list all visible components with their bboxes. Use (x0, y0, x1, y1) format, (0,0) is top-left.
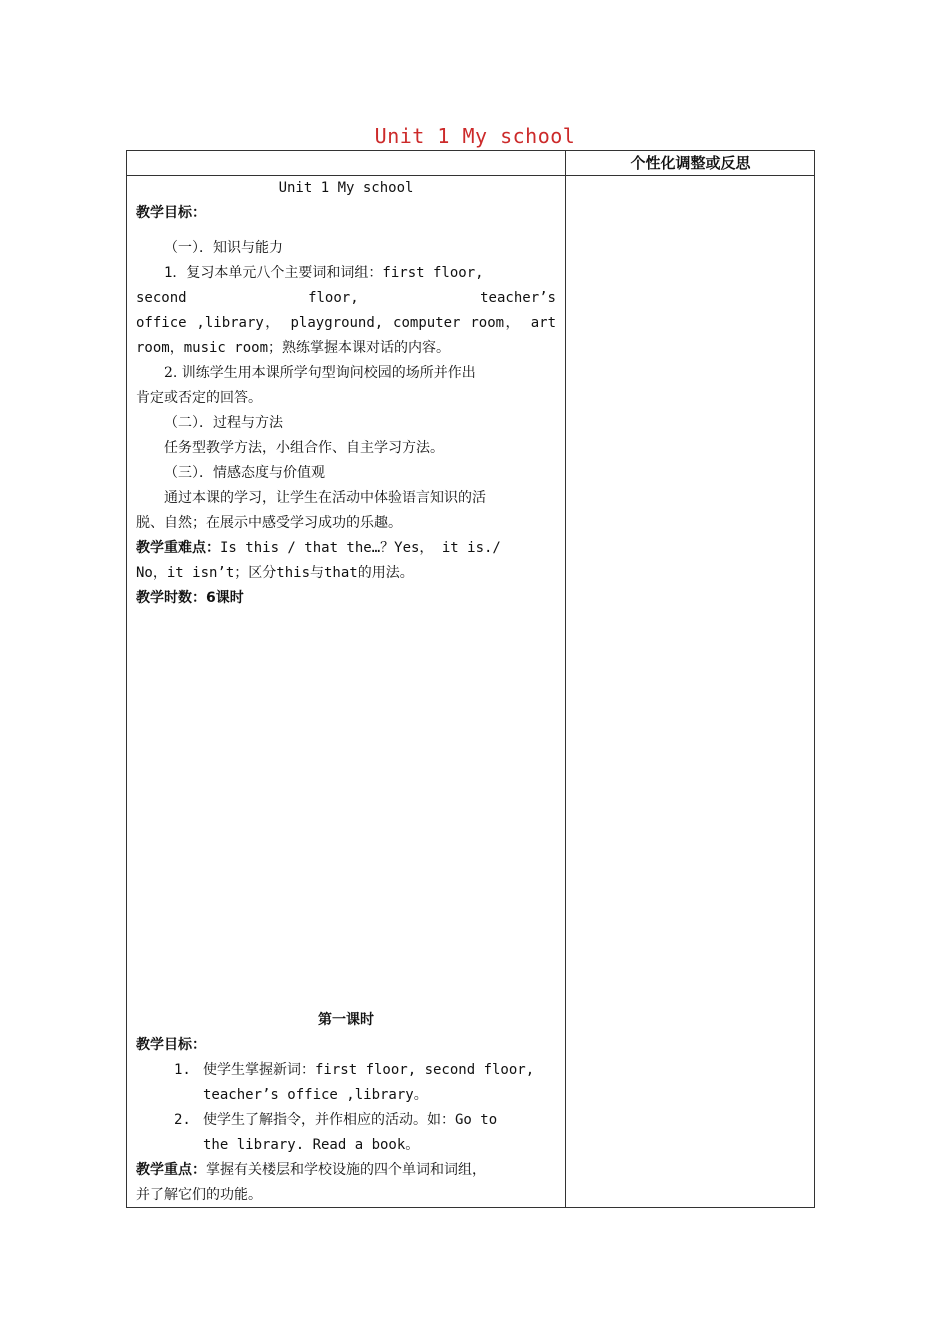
part2-title: （二）．过程与方法 (164, 415, 283, 431)
part3-title: （三）．情感态度与价值观 (164, 465, 325, 481)
lesson1-focus-line1: 掌握有关楼层和学校设施的四个单词和词组， (206, 1162, 486, 1178)
item2-line2: 肯定或否定的回答。 (136, 390, 262, 406)
item1-line2: second floor, teacher’s (136, 290, 556, 306)
lesson1-item1-line2: teacher’s office ,library。 (203, 1087, 428, 1103)
lesson1-item2-line2: the library. Read a book。 (203, 1137, 420, 1153)
lesson1-item2-number: 2. (174, 1112, 191, 1128)
item2-line1: 2. 训练学生用本课所学句型询问校园的场所并作出 (164, 365, 476, 381)
part1-title: （一）．知识与能力 (164, 240, 283, 256)
item1-line3: office ,library， playground, computer room， art (136, 315, 556, 331)
lesson1-focus-label: 教学重点： (136, 1162, 206, 1178)
objectives-label: 教学目标： (136, 205, 206, 221)
keypoints-label: 教学重难点： (136, 540, 220, 556)
part2-text: 任务型教学方法，小组合作、自主学习方法。 (164, 440, 444, 456)
unit-heading: Unit 1 My school (278, 180, 414, 196)
lesson1-heading: 第一课时 (318, 1012, 374, 1028)
lesson1-objectives-label: 教学目标： (136, 1037, 206, 1053)
reflection-column-header: 个性化调整或反思 (630, 154, 751, 172)
document-title: Unit 1 My school (374, 124, 576, 148)
part3-line1: 通过本课的学习，让学生在活动中体验语言知识的活 (164, 490, 486, 506)
part3-line2: 脱、自然；在展示中感受学习成功的乐趣。 (136, 515, 402, 531)
lesson1-item2-line1: 使学生了解指令，并作相应的活动。如：Go to (203, 1112, 498, 1128)
item1-line1: 1．复习本单元八个主要词和词组：first floor, (164, 265, 484, 281)
keypoints-line2: No，it isn’t；区分this与that的用法。 (136, 565, 414, 581)
lesson1-item1-number: 1. (174, 1062, 191, 1078)
keypoints-line1: Is this / that the…？Yes， it is./ (220, 540, 501, 556)
lesson1-section (136, 1008, 556, 1208)
overview-section (136, 176, 556, 611)
teaching-hours: 教学时数：6课时 (136, 590, 244, 606)
lesson1-item1-line1: 使学生掌握新词：first floor, second floor, (203, 1062, 535, 1078)
lesson1-focus-line2: 并了解它们的功能。 (136, 1187, 262, 1203)
column-divider (565, 150, 566, 1208)
item1-line4: room，music room；熟练掌握本课对话的内容。 (136, 340, 451, 356)
